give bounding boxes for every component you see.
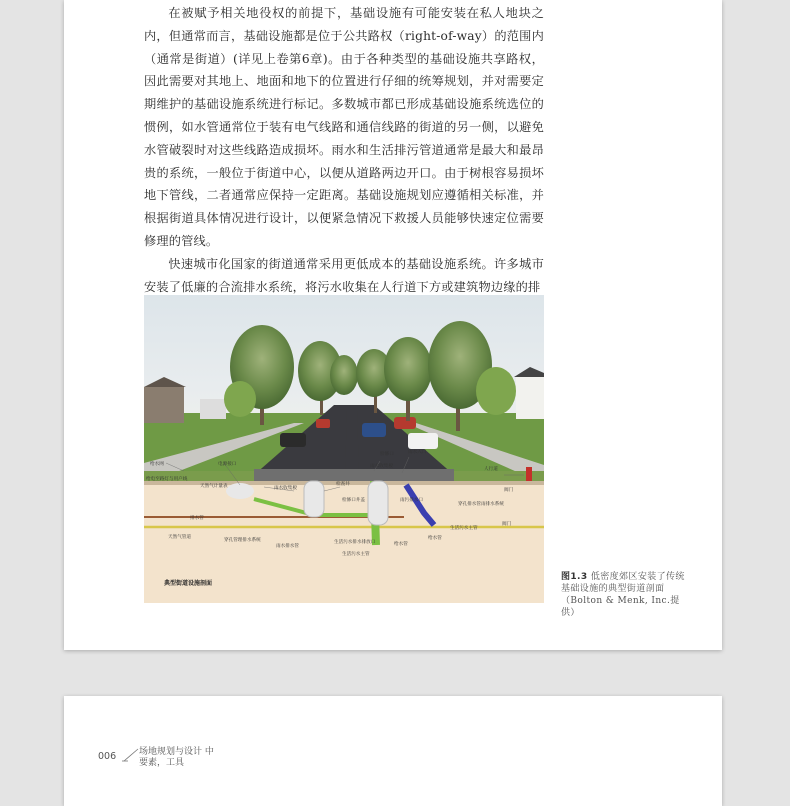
label-curb: 人行道 [484, 467, 498, 472]
label-perforated-right: 穿孔排水管雨排水系统 [458, 502, 504, 507]
figure-caption [561, 571, 691, 619]
label-electric-house: 给电至路灯与用户线 [146, 477, 188, 482]
figure-title: 典型街道设施剖面 [164, 580, 213, 587]
hydrant-icon [526, 467, 532, 481]
figure-number: 图1.3 [561, 572, 588, 582]
paragraph-1: 在被赋予相关地役权的前提下，基础设施有可能安装在私人地块之内，但通常而言，基础设施都是位于公共路权（right-of-way）的范围内（通常是街道）(详见上卷第6章)。由于各种类型的基础设施共享路权，因此需要对其地上、地面和地下的位置进行仔细的统筹规划，并对需要定期维护的基础设施系统进行标记。多数城市都已形成基础设施系统选位的惯例，如水管通常位于装有电气线路和通信线路的街道的另一侧，以避免水管破裂时对这些线路造成损坏。雨水和生活排污管道通常是最大和最昂贵的系统，一般位于街道中心，以便从道路两边开口。由于树根容易损坏地下管线，二者通常应保持一定距离。基础设施规划应遵循相关标准，并根据街道具体情况进行设计，以便紧急情况下救援人员能够快速定位需要修理的管线。 [144, 6, 544, 248]
tree [384, 337, 432, 401]
label-valve-right: 阀门 [502, 522, 512, 527]
label-manhole2: 检修口 [380, 452, 394, 457]
label-perforated: 穿孔管理排水系统 [224, 538, 261, 543]
top-page [64, 0, 722, 650]
car [280, 433, 306, 447]
running-head-line-1: 场地规划与设计 中 [139, 747, 214, 757]
label-water-service: 给水网 [150, 462, 164, 467]
label-manhole: 检查井 [336, 482, 350, 487]
street-section-illustration [144, 295, 544, 603]
caption-text: 低密度郊区安装了传统基础设施的典型街道剖面 [561, 572, 685, 594]
label-drain-tile: 排水管 [190, 516, 204, 521]
body-text [144, 2, 544, 298]
car [362, 423, 386, 437]
label-valve: 阀门 [504, 488, 514, 493]
label-water-right: 给水管 [428, 536, 442, 541]
car [394, 417, 416, 429]
label-storm-inlet: 雨水入口 [408, 450, 427, 455]
label-electric: 电源接口 [218, 462, 237, 467]
running-head [139, 747, 214, 769]
label-storm-outlet: 雨污排水口 [400, 498, 423, 503]
label-sanitary-sewer: 生活污水主管 [450, 526, 478, 531]
label-storm-pipe: 雨水排水管 [276, 544, 299, 549]
label-sanitary-outlet: 生活污水排水排放口 [334, 540, 376, 545]
label-sump: 检修口井盖 [342, 498, 365, 503]
label-san-pipe: 生活污水主管 [342, 552, 370, 557]
page-number: 006 [98, 751, 117, 762]
street-section-figure [144, 295, 544, 603]
label-storm-catch: 雨水收集板 [274, 486, 297, 491]
car [408, 433, 438, 449]
label-inlet-left: 雨水收集板 [370, 464, 393, 469]
label-gas-meter: 天然气计量表 [200, 484, 228, 489]
label-water-main: 给水管 [394, 542, 408, 547]
paragraph-2: 快速城市化国家的街道通常采用更低成本的基础设施系统。许多城市安装了低廉的合流排水系统，将污水收集在人行道下方或建筑物边缘的排 [144, 256, 544, 294]
caption-credit: （Bolton & Menk, Inc.提供） [561, 596, 680, 618]
running-head-line-2: 要素，工具 [139, 758, 185, 768]
label-gas-main: 天然气管道 [168, 535, 191, 540]
